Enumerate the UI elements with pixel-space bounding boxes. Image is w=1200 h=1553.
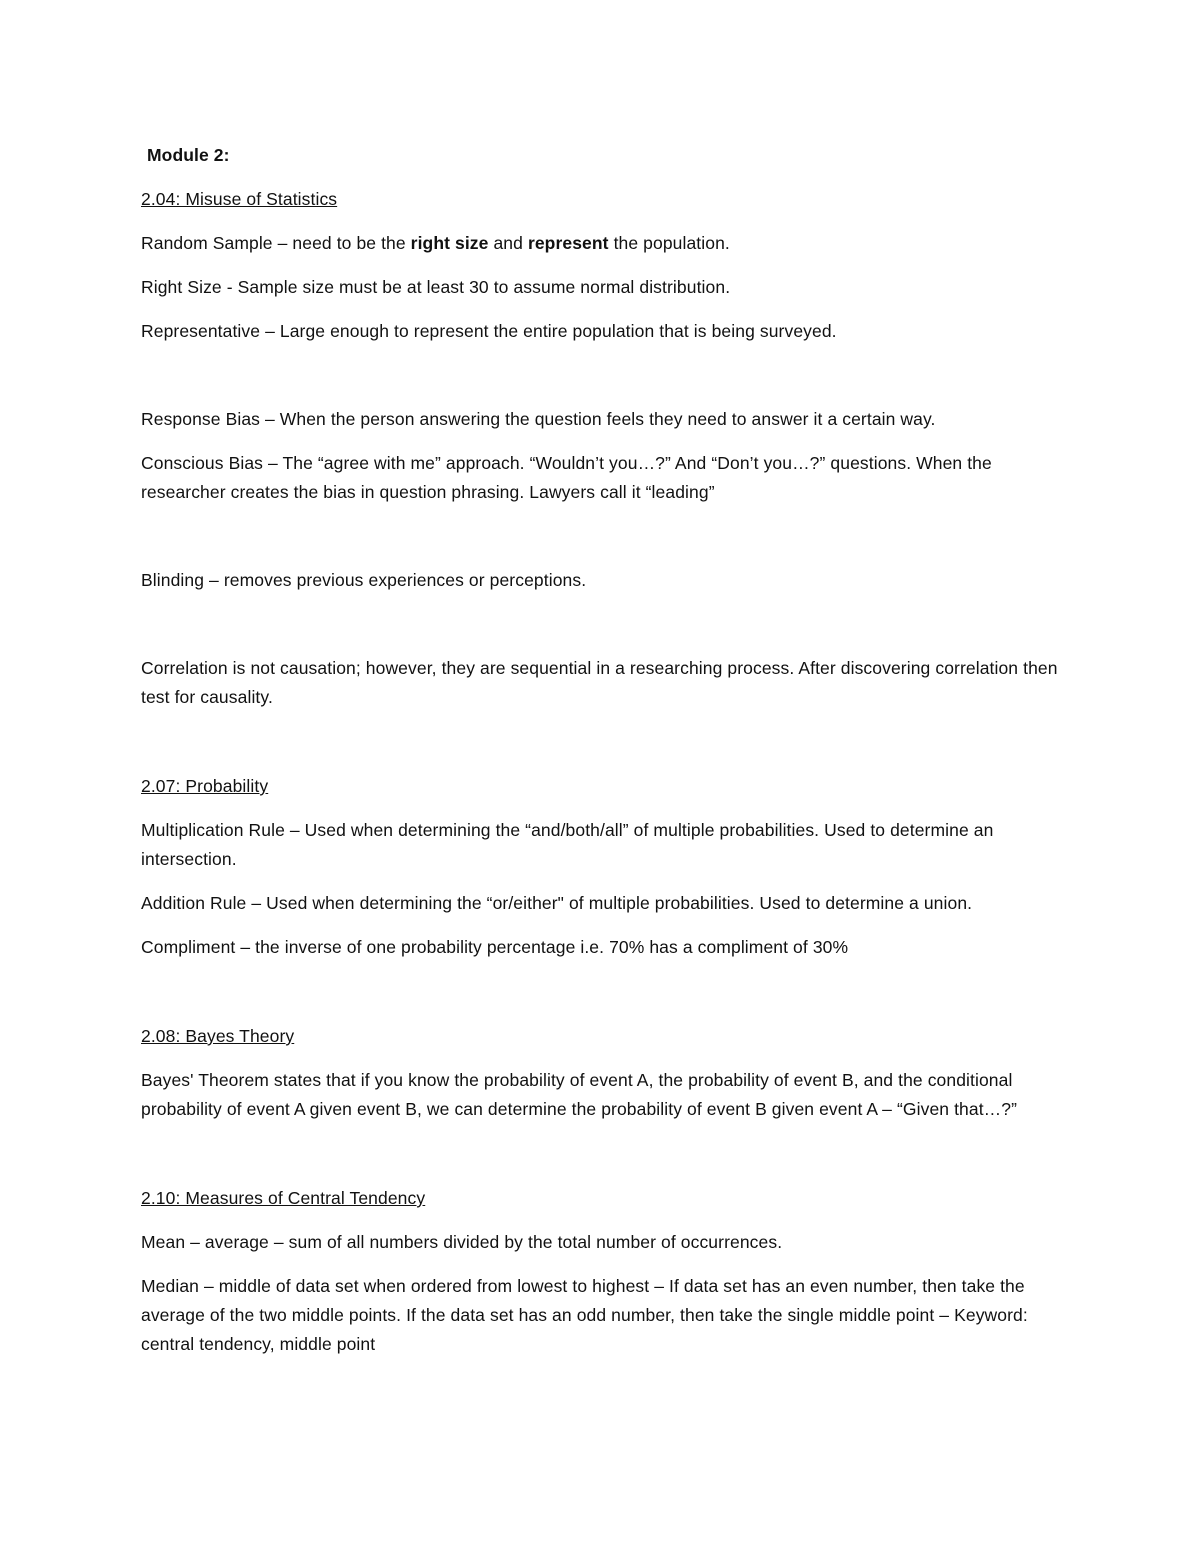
random-sample-text-pre: Random Sample – need to be the: [141, 233, 411, 253]
paragraph-median: Median – middle of data set when ordered from lowest to highest – If data set has an even number, then take the average of the two middle points. If the data set has an odd number, then take the single middle point – Keyword: central tendency, middle point: [141, 1276, 1028, 1354]
paragraph-addition-rule: Addition Rule – Used when determining the “or/either" of multiple probabilities. Used to determine a union.: [141, 893, 973, 913]
random-sample-text-mid: and: [488, 233, 528, 253]
section-heading-2-10: 2.10: Measures of Central Tendency: [141, 1188, 426, 1208]
paragraph-representative: Representative – Large enough to represent the entire population that is being surveyed.: [141, 321, 837, 341]
paragraph-multiplication-rule: Multiplication Rule – Used when determining the “and/both/all” of multiple probabilities. Used to determine an intersection.: [141, 820, 994, 869]
section-heading-2-07: 2.07: Probability: [141, 776, 269, 796]
paragraph-response-bias: Response Bias – When the person answering the question feels they need to answer it a certain way.: [141, 409, 936, 429]
document-title: Module 2:: [147, 145, 230, 165]
random-sample-bold-represent: represent: [527, 233, 609, 253]
paragraph-random-sample: [141, 229, 1061, 258]
section-heading-2-04: 2.04: Misuse of Statistics: [141, 189, 338, 209]
paragraph-compliment: Compliment – the inverse of one probability percentage i.e. 70% has a compliment of 30%: [141, 937, 849, 957]
paragraph-right-size: Right Size - Sample size must be at least 30 to assume normal distribution.: [141, 277, 731, 297]
paragraph-mean: Mean – average – sum of all numbers divided by the total number of occurrences.: [141, 1232, 783, 1252]
paragraph-correlation: Correlation is not causation; however, they are sequential in a researching process. After discovering correlation then test for causality.: [141, 658, 1058, 707]
paragraph-blinding: Blinding – removes previous experiences or perceptions.: [141, 570, 587, 590]
random-sample-text-post: the population.: [608, 233, 730, 253]
paragraph-conscious-bias: Conscious Bias – The “agree with me” approach. “Wouldn’t you…?” And “Don’t you…?” questions. When the researcher creates the bias in question phrasing. Lawyers call it “leading”: [141, 453, 992, 502]
section-heading-2-08: 2.08: Bayes Theory: [141, 1026, 295, 1046]
document-body: [141, 141, 1061, 1359]
paragraph-bayes-theorem: Bayes' Theorem states that if you know the probability of event A, the probability of event B, and the conditional probability of event A given event B, we can determine the probability of event B given event A – “Given that…?”: [141, 1070, 1018, 1119]
random-sample-bold-right-size: right size: [410, 233, 489, 253]
